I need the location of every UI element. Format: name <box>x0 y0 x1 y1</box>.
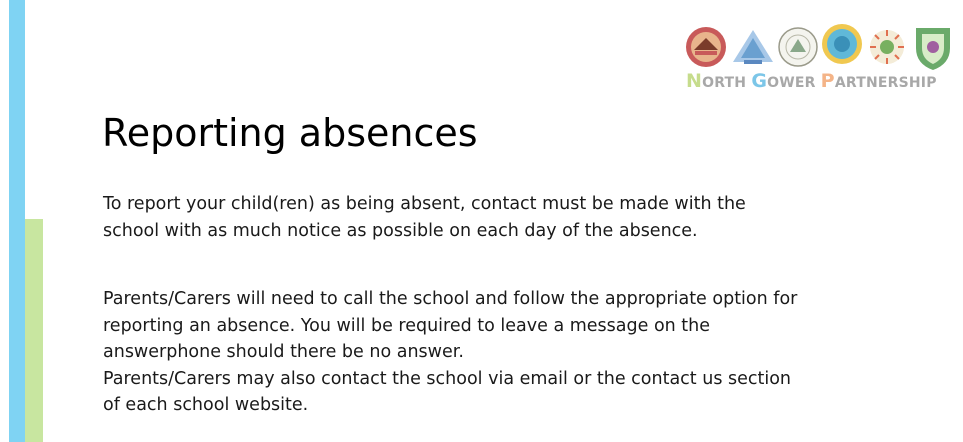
partnership-initial-p: P <box>820 70 835 92</box>
partnership-word-partnership: ARTNERSHIP <box>834 75 937 91</box>
school-badge-5-icon <box>870 30 904 64</box>
partnership-initial-g: G <box>751 70 768 92</box>
partnership-initial-n: N <box>686 70 703 92</box>
paragraph-line: reporting an absence. You will be required to leave a message on the <box>103 315 711 336</box>
paragraph-line: answerphone should there be no answer. <box>103 342 464 362</box>
school-badge-2-icon <box>733 30 773 64</box>
school-badge-6-icon <box>916 28 950 70</box>
accent-bar-blue <box>9 0 25 442</box>
partnership-word-north: ORTH <box>702 75 752 91</box>
page-title: Reporting absences <box>102 111 478 155</box>
school-badge-4-icon <box>822 24 862 64</box>
paragraph-line: Parents/Carers will need to call the school and follow the appropriate option for <box>103 289 798 309</box>
accent-bar-green <box>25 219 43 442</box>
paragraph-call-school <box>103 286 863 419</box>
paragraph-line: of each school website. <box>103 395 309 415</box>
paragraph-report-absence <box>103 191 863 244</box>
school-badge-3-icon <box>779 28 817 66</box>
paragraph-line: Parents/Carers may also contact the school via email or the contact us section <box>103 368 792 389</box>
paragraph-line: school with as much notice as possible on each day of the absence. <box>103 220 698 241</box>
partnership-word-gower: OWER <box>767 75 821 91</box>
school-logos <box>684 22 956 72</box>
partnership-name <box>686 70 958 92</box>
paragraph-line: To report your child(ren) as being absent, contact must be made with the <box>103 194 746 214</box>
school-badge-1-icon <box>686 27 726 67</box>
